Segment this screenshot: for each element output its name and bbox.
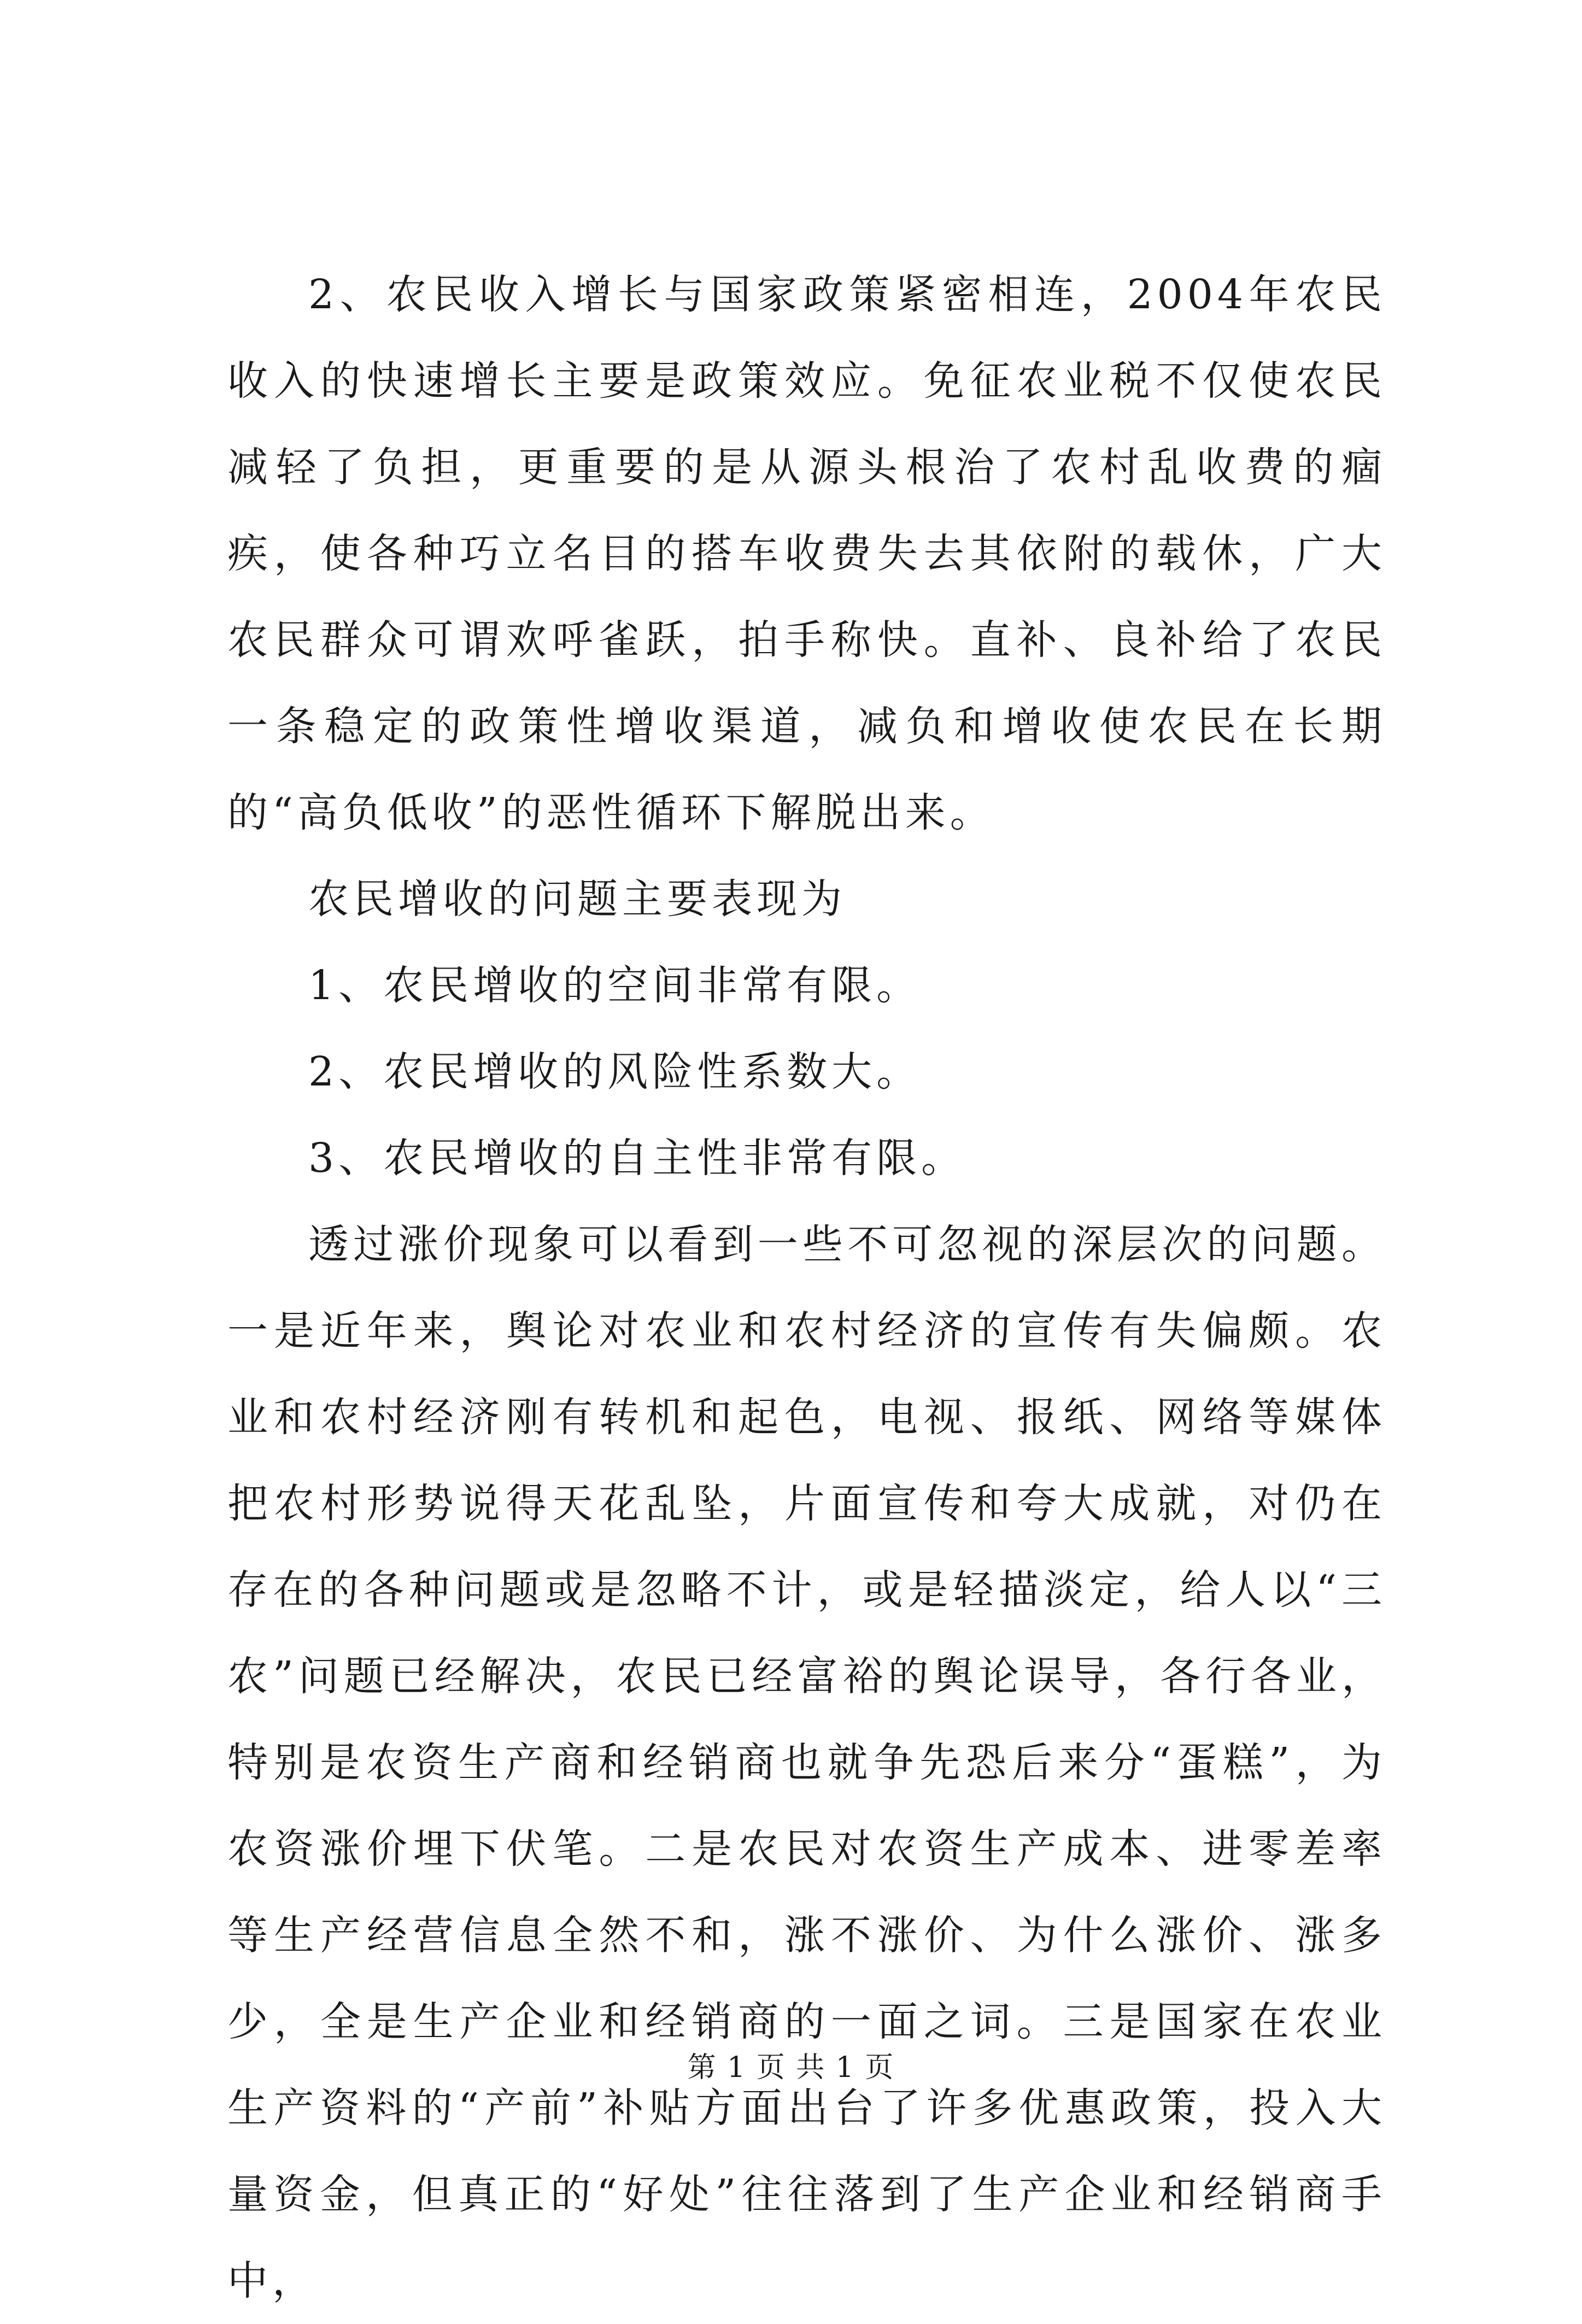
document-body — [227, 251, 1386, 2324]
paragraph-problems-heading: 农民增收的问题主要表现为 — [308, 876, 846, 923]
paragraph-problem-1: 1、农民增收的空间非常有限。 — [308, 962, 922, 1009]
paragraph-problem-3: 3、农民增收的自主性非常有限。 — [308, 1135, 966, 1182]
paragraph-policy-effect: 2、农民收入增长与国家政策紧密相连，2004年农民收入的快速增长主要是政策效应。免征农业税不仅使农民减轻了负担，更重要的是从源头根治了农村乱收费的痼疾，使各种巧立名目的搭车收费失去其依附的载休，广大农民群众可谓欢呼雀跃，拍手称快。直补、良补给了农民一条稳定的政策性增收渠道，减负和增收使农民在长期的“高负低收”的恶性循环下解脱出来。 — [227, 271, 1386, 836]
paragraph-price-rise-analysis: 透过涨价现象可以看到一些不可忽视的深层次的问题。一是近年来，舆论对农业和农村经济的宣传有失偏颇。农业和农村经济刚有转机和起色，电视、报纸、网络等媒体把农村形势说得天花乱坠，片面宣传和夸大成就，对仍在存在的各种问题或是忽略不计，或是轻描淡定，给人以“三农”问题已经解决，农民已经富裕的舆论误导，各行各业，特别是农资生产商和经销商也就争先恐后来分“蛋糕”，为农资涨价埋下伏笔。二是农民对农资生产成本、进零差率等生产经营信息全然不和，涨不涨价、为什么涨价、涨多少，全是生产企业和经销商的一面之词。三是国家在农业生产资料的“产前”补贴方面出台了许多优惠政策，投入大量资金，但真正的“好处”往往落到了生产企业和经销商手中， — [227, 1221, 1386, 2304]
page-footer: 第 1 页 共 1 页 — [687, 2051, 895, 2084]
paragraph-problem-2: 2、农民增收的风险性系数大。 — [308, 1048, 922, 1095]
